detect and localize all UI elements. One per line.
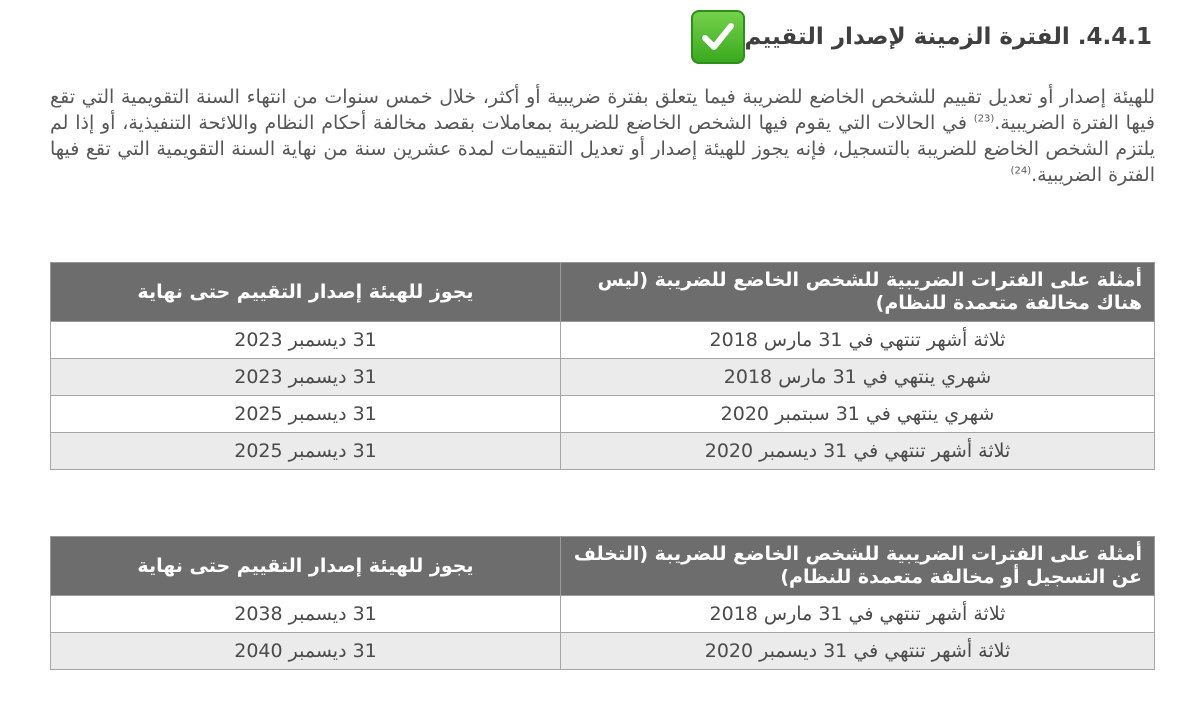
table-row — [51, 396, 1155, 433]
cell-period: ثلاثة أشهر تنتهي في 31 ديسمبر 2020 — [561, 633, 1155, 670]
table-header-row — [51, 263, 1155, 322]
header-tax-periods: أمثلة على الفترات الضريبية للشخص الخاضع للضريبة (ليس هناك مخالفة متعمدة للنظام) — [561, 263, 1155, 322]
section-heading — [675, 8, 1152, 66]
table-row — [51, 433, 1155, 470]
body-paragraph — [50, 84, 1155, 188]
cell-period: ثلاثة أشهر تنتهي في 31 ديسمبر 2020 — [561, 433, 1155, 470]
footnote-ref-23[interactable]: (23) — [973, 113, 995, 125]
assessment-table-violation — [50, 536, 1155, 670]
paragraph-text-1: للهيئة إصدار أو تعديل تقييم للشخص الخاضع للضريبة فيما يتعلق بفترة ضريبية أو أكثر، خلال خمس سنوات من انتهاء السنة التقويمية التي تقع فيها الفترة الضريبية. — [50, 86, 1155, 134]
section-number: 4.4.1. — [1077, 24, 1152, 50]
table-row — [51, 596, 1155, 633]
table-row — [51, 633, 1155, 670]
header-deadline: يجوز للهيئة إصدار التقييم حتى نهاية — [51, 263, 561, 322]
header-deadline: يجوز للهيئة إصدار التقييم حتى نهاية — [51, 537, 561, 596]
cell-deadline: 31 ديسمبر 2025 — [51, 433, 561, 470]
cell-period: شهري ينتهي في 31 سبتمبر 2020 — [561, 396, 1155, 433]
section-title-wrapper — [745, 24, 1152, 50]
cell-deadline: 31 ديسمبر 2023 — [51, 322, 561, 359]
cell-period: شهري ينتهي في 31 مارس 2018 — [561, 359, 1155, 396]
check-mark-icon — [691, 10, 745, 64]
cell-deadline: 31 ديسمبر 2023 — [51, 359, 561, 396]
table-header-row — [51, 537, 1155, 596]
cell-period: ثلاثة أشهر تنتهي في 31 مارس 2018 — [561, 322, 1155, 359]
cell-period: ثلاثة أشهر تنتهي في 31 مارس 2018 — [561, 596, 1155, 633]
table-row — [51, 359, 1155, 396]
cell-deadline: 31 ديسمبر 2038 — [51, 596, 561, 633]
section-title: الفترة الزمينة لإصدار التقييم — [744, 24, 1070, 50]
header-tax-periods: أمثلة على الفترات الضريبية للشخص الخاضع للضريبة (التخلف عن التسجيل أو مخالفة متعمدة للنظام) — [561, 537, 1155, 596]
paragraph-text-2: في الحالات التي يقوم فيها الشخص الخاضع للضريبة بمعاملات بقصد مخالفة أحكام النظام واللائحة التنفيذية، أو إذا لم يلتزم الشخص الخاضع للضريبة بالتسجيل، فإنه يجوز للهيئة إصدار أو تعديل التقييمات لمدة عشرين سنة من نهاية السنة التقويمية التي تقع فيها الفترة الضريبية. — [50, 112, 1155, 186]
cell-deadline: 31 ديسمبر 2025 — [51, 396, 561, 433]
cell-deadline: 31 ديسمبر 2040 — [51, 633, 561, 670]
assessment-table-no-violation — [50, 262, 1155, 470]
table-row — [51, 322, 1155, 359]
check-mark-glyph — [698, 17, 738, 57]
footnote-ref-24[interactable]: (24) — [1010, 165, 1032, 177]
